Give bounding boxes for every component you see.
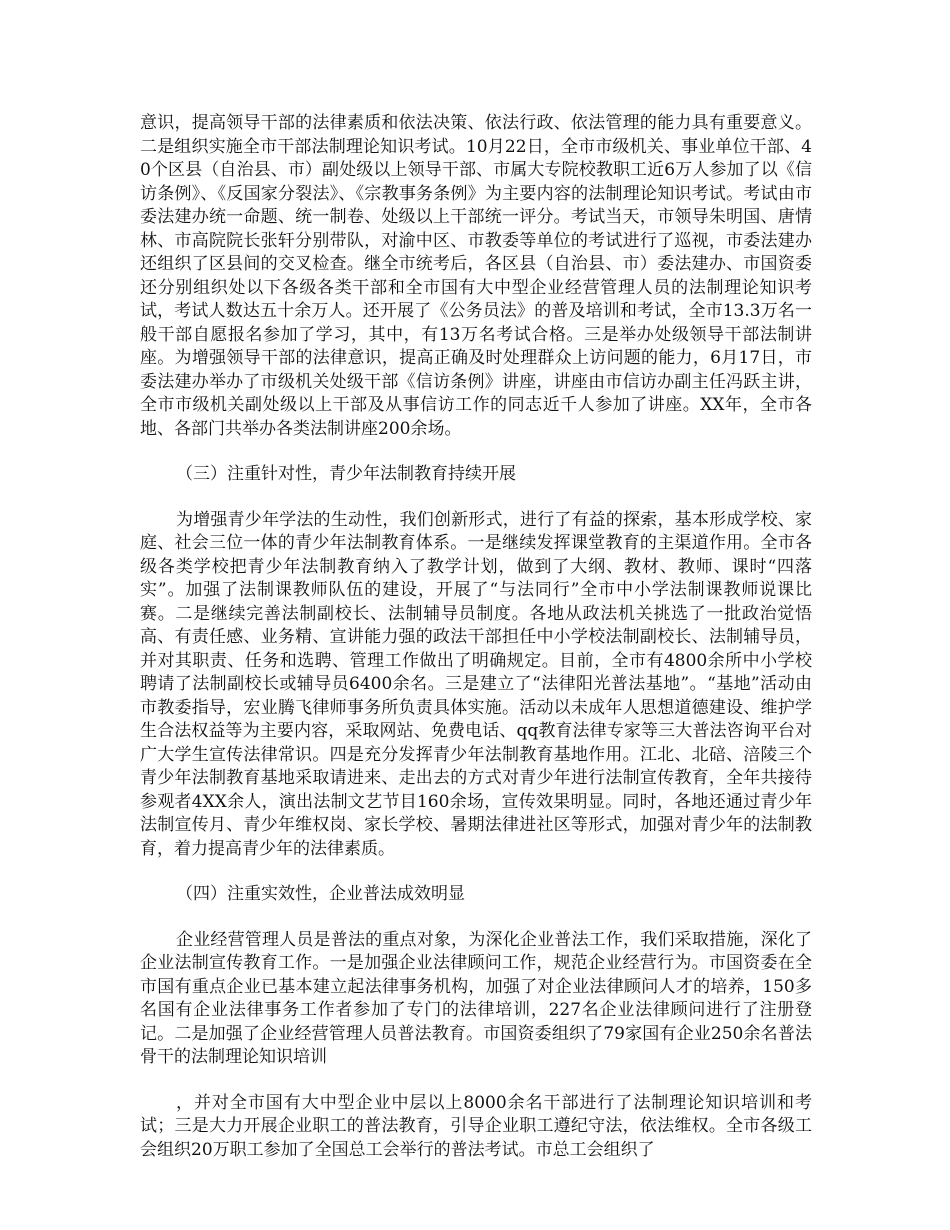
paragraph-spacer — [140, 907, 812, 929]
paragraph-enterprise-legal: 企业经营管理人员是普法的重点对象，为深化企业普法工作，我们采取措施，深化了企业法制宣传教育工作。一是加强企业法律顾问工作，规范企业经营行为。市国资委在全市国有重点企业已基本建立起法律事务机构，加强了对企业法律顾问人才的培养，150多名国有企业法律事务工作者参加了专门的法律培训，227名企业法律顾问进行了注册登记。二是加强了企业经营管理人员普法教育。市国资委组织了79家国有企业250余名普法骨干的法制理论知识培训 — [140, 929, 812, 1067]
paragraph-spacer — [140, 487, 812, 509]
paragraph-youth-education: 为增强青少年学法的生动性，我们创新形式，进行了有益的探索，基本形成学校、家庭、社会三位一体的青少年法制教育体系。一是继续发挥课堂教育的主渠道作用。全市各级各类学校把青少年法制教育纳入了教学计划，做到了大纲、教材、教师、课时“四落实”。加强了法制课教师队伍的建设，开展了“与法同行”全市中小学法制课教师说课比赛。二是继续完善法制副校长、法制辅导员制度。各地从政法机关挑选了一批政治觉悟高、有责任感、业务精、宣讲能力强的政法干部担任中小学校法制副校长、法制辅导员，并对其职责、任务和选聘、管理工作做出了明确规定。目前，全市有4800余所中小学校聘请了法制副校长或辅导员6400余名。三是建立了“法律阳光普法基地”。“基地”活动由市教委指导，宏业腾飞律师事务所负责具体实施。活动以未成年人思想道德建设、维护学生合法权益等为主要内容，采取网站、免费电话、qq教育法律专家等三大普法咨询平台对广大学生宣传法律常识。四是充分发挥青少年法制教育基地作用。江北、北碚、涪陵三个青少年法制教育基地采取请进来、走出去的方式对青少年进行法制宣传教育，全年共接待参观者4XX余人，演出法制文艺节目160余场，宣传效果明显。同时，各地还通过青少年法制宣传月、青少年维权岗、家长学校、暑期法律进社区等形式，加强对青少年的法制教育，着力提高青少年的法律素质。 — [140, 509, 812, 859]
paragraph-spacer — [140, 1070, 812, 1092]
document-page — [140, 112, 812, 1162]
paragraph-enterprise-continued: ，并对全市国有大中型企业中层以上8000余名干部进行了法制理论知识培训和考试；三是大力开展企业职工的普法教育，引导企业职工遵纪守法，依法维权。全市各级工会组织20万职工参加了全国总工会举行的普法考试。市总工会组织了 — [140, 1092, 812, 1160]
section-heading-enterprise: （四）注重实效性，企业普法成效明显 — [176, 884, 465, 904]
paragraph-spacer — [140, 441, 812, 463]
section-heading-youth-education: （三）注重针对性，青少年法制教育持续开展 — [176, 464, 516, 484]
paragraph-spacer — [140, 861, 812, 883]
paragraph-leadership-training: 意识，提高领导干部的法律素质和依法决策、依法行政、依法管理的能力具有重要意义。二是组织实施全市干部法制理论知识考试。10月22日，全市市级机关、事业单位干部、40个区县（自治县、市）副处级以上领导干部、市属大专院校教职工近6万人参加了以《信访条例》、《反国家分裂法》、《宗教事务条例》为主要内容的法制理论知识考试。考试由市委法建办统一命题、统一制卷、处级以上干部统一评分。考试当天，市领导朱明国、唐情林、市高院院长张轩分别带队，对渝中区、市教委等单位的考试进行了巡视，市委法建办还组织了区县间的交叉检查。继全市统考后，各区县（自治县、市）委法建办、市国资委还分别组织处以下各级各类干部和全市国有大中型企业经营管理人员的法制理论知识考试，考试人数达五十余万人。还开展了《公务员法》的普及培训和考试，全市13.3万名一般干部自愿报名参加了学习，其中，有13万名考试合格。三是举办处级领导干部法制讲座。为增强领导干部的法律意识，提高正确及时处理群众上访问题的能力，6月17日，市委法建办举办了市级机关处级干部《信访条例》讲座，讲座由市信访办副主任冯跃主讲，全市市级机关副处级以上干部及从事信访工作的同志近千人参加了讲座。XX年，全市各地、各部门共举办各类法制讲座200余场。 — [140, 113, 812, 439]
